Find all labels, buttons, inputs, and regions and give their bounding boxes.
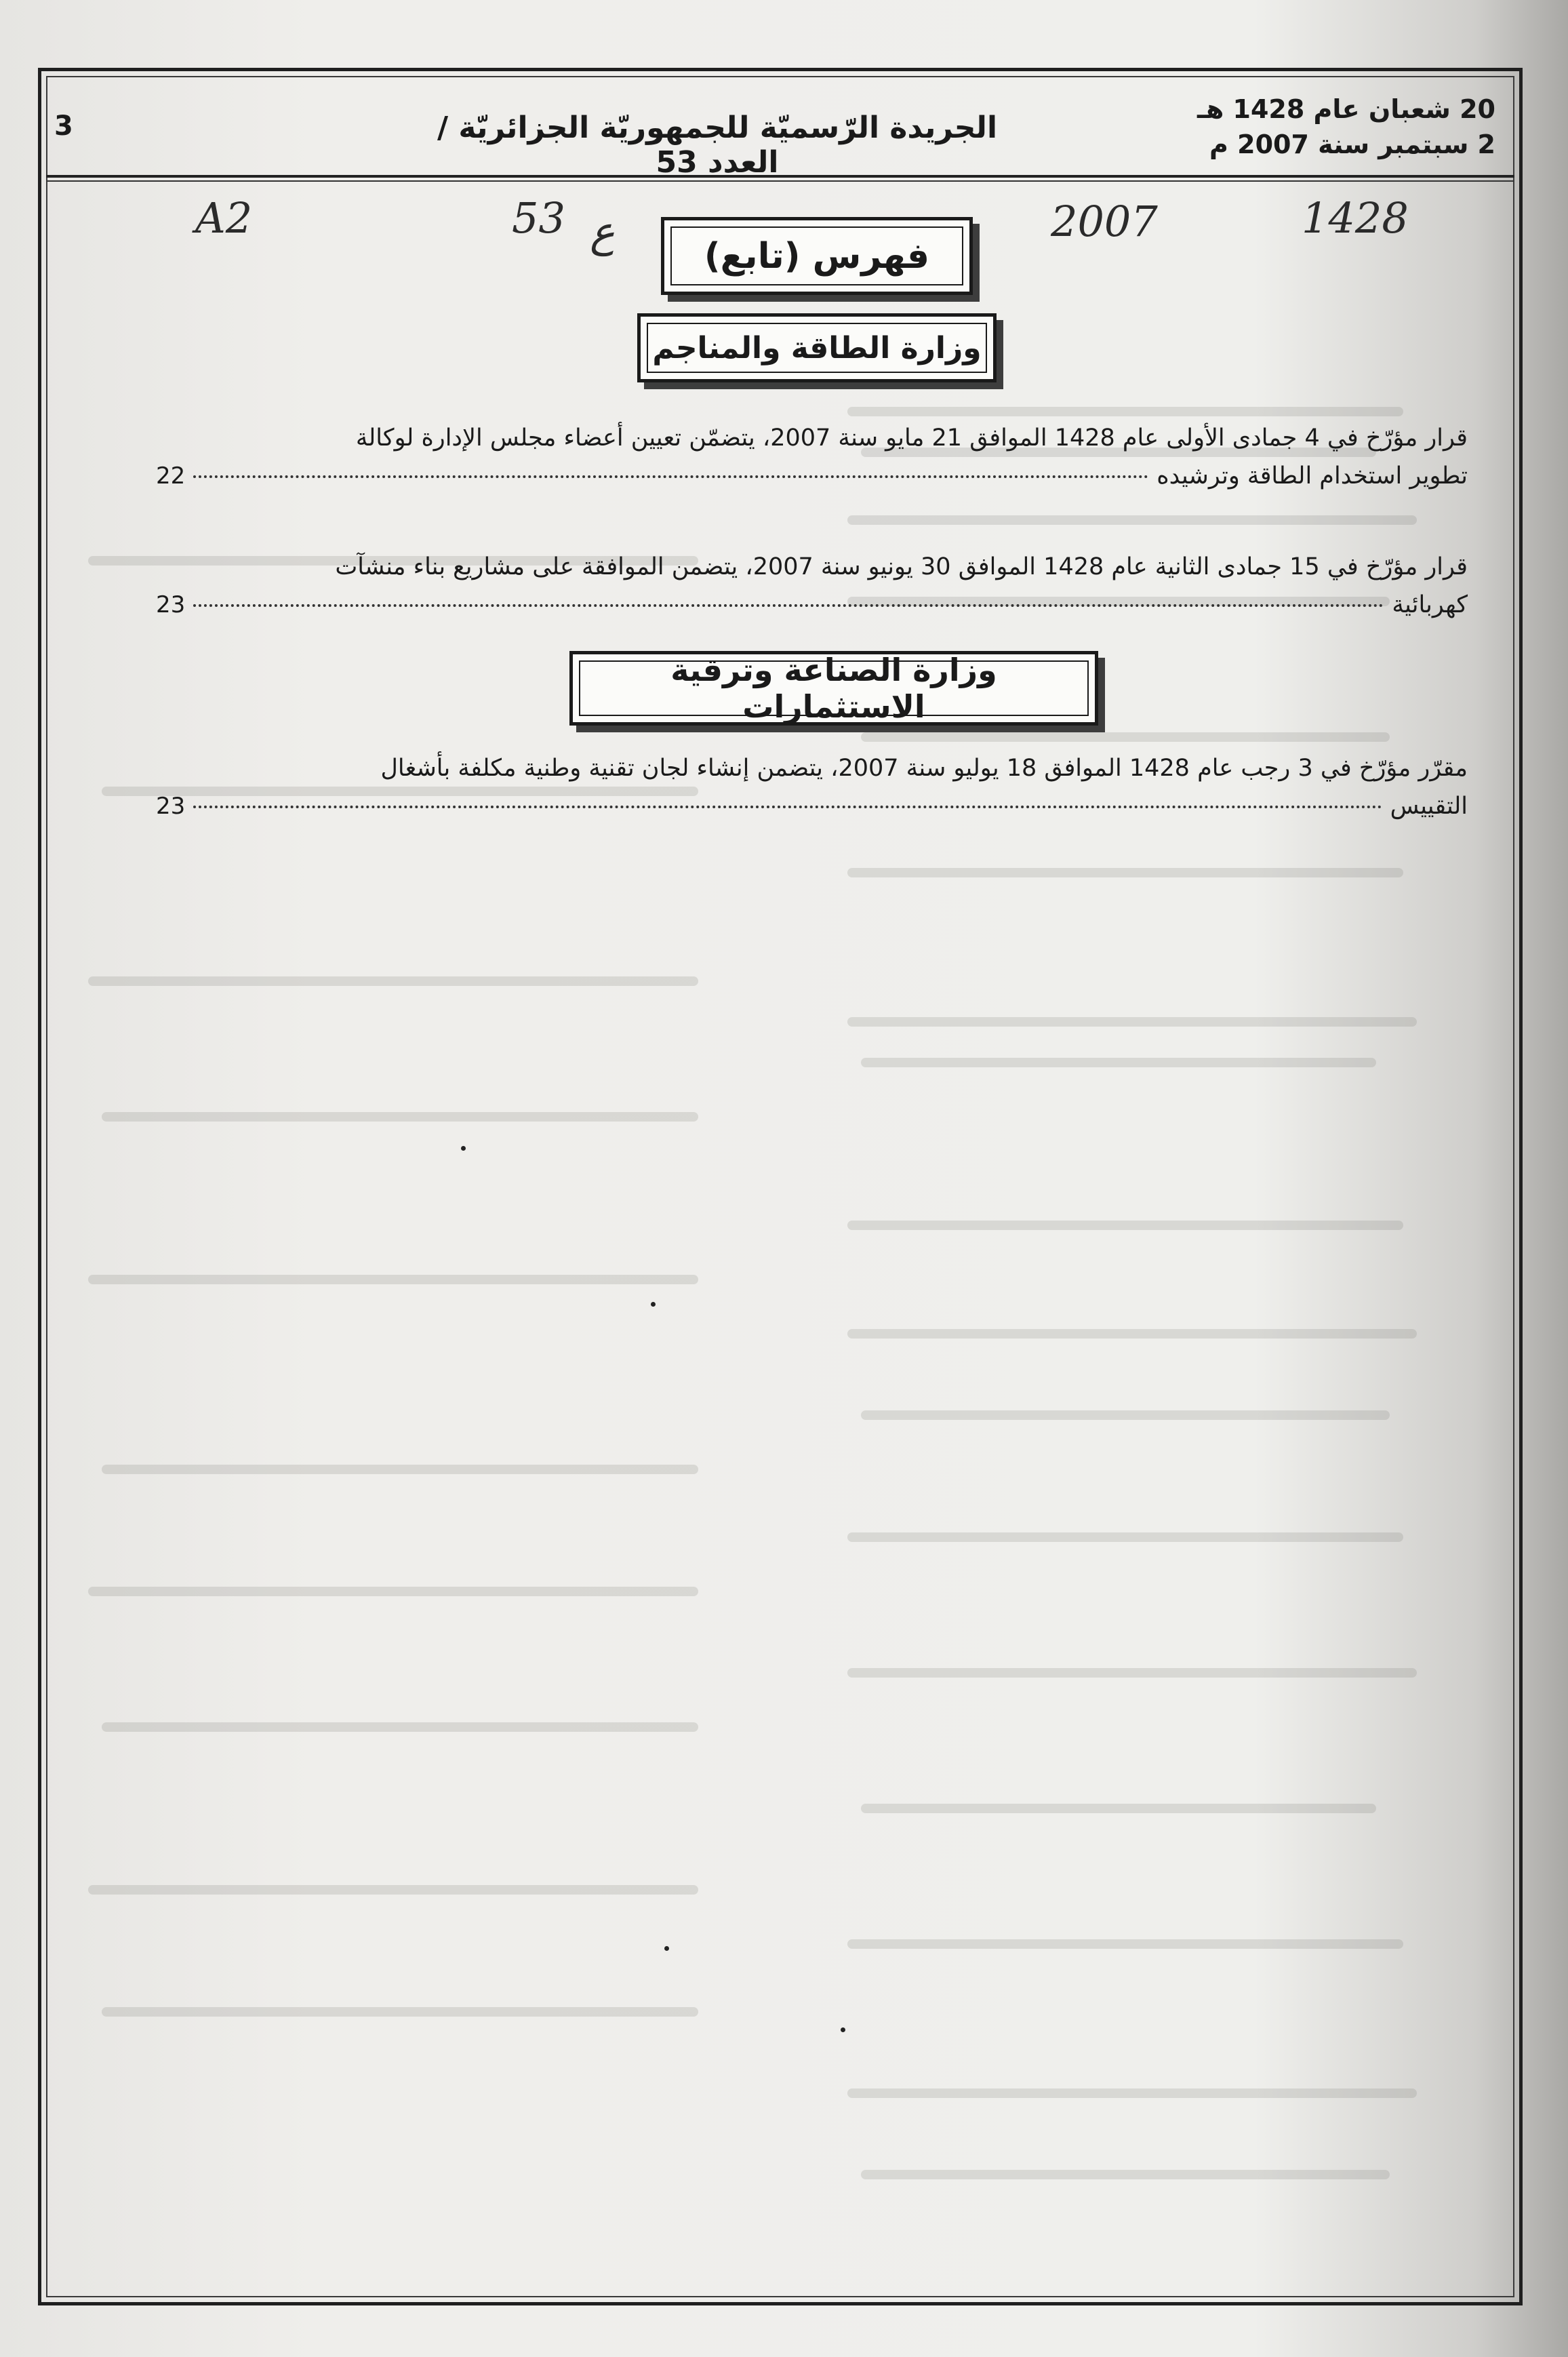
- entry-page-number: 23: [156, 793, 186, 820]
- index-title-box: [661, 217, 973, 295]
- index-entry: [156, 548, 1468, 624]
- handwritten-note-hijri-year: 1428: [1302, 193, 1409, 243]
- handwritten-note-letter: ع: [590, 207, 615, 256]
- scan-speck: [841, 2027, 845, 2032]
- journal-header: [46, 85, 1514, 180]
- handwritten-note-code: 53: [512, 193, 565, 243]
- leader-dots: [193, 604, 1384, 607]
- entry-text-cont: تطوير استخدام الطاقة وترشيده: [1157, 462, 1468, 490]
- entry-text: قرار مؤرّخ في 15 جمادى الثانية عام 1428 الموافق 30 يونيو سنة 2007، يتضمن الموافقة على مشاريع بناء منشآت: [335, 553, 1468, 580]
- ministry-box-energy: [637, 313, 997, 382]
- index-entry: [156, 749, 1468, 825]
- journal-title: الجريدة الرّسميّة للجمهوريّة الجزائريّة / العدد 53: [437, 111, 998, 180]
- header-rule-thin: [46, 180, 1514, 182]
- entry-page-number: 23: [156, 591, 186, 618]
- page-frame-inner: [46, 76, 1514, 2297]
- header-date-hijri: 20 شعبان عام 1428 هـ: [1197, 94, 1495, 124]
- header-date-gregorian: 2 سبتمبر سنة 2007 م: [1209, 130, 1495, 159]
- entry-text-cont: التقييس: [1390, 793, 1468, 820]
- entry-text: مقرّر مؤرّخ في 3 رجب عام 1428 الموافق 18 يوليو سنة 2007، يتضمن إنشاء لجان تقنية وطنية مكلفة بأشغال: [380, 755, 1468, 782]
- page-number: 3: [54, 111, 73, 142]
- leader-dots: [193, 475, 1148, 478]
- index-title: فهرس (تابع): [704, 235, 930, 277]
- ministry-box-industry: [569, 651, 1098, 726]
- scan-speck: [664, 1946, 669, 1951]
- header-date: [1197, 92, 1495, 162]
- ministry-title: وزارة الصناعة وترقية الاستثمارات: [670, 652, 997, 725]
- leader-dots: [193, 806, 1382, 808]
- entry-text: قرار مؤرّخ في 4 جمادى الأولى عام 1428 الموافق 21 مايو سنة 2007، يتضمّن تعيين أعضاء مجلس الإدارة لوكالة: [355, 424, 1468, 452]
- index-entry: [156, 419, 1468, 495]
- entry-text-cont: كهربائية: [1392, 591, 1468, 618]
- header-rule: [46, 175, 1514, 178]
- scan-speck: [651, 1302, 656, 1307]
- scan-speck: [461, 1146, 466, 1151]
- handwritten-note-year: 2007: [1051, 197, 1158, 246]
- handwritten-note-left: A2: [195, 193, 253, 243]
- ministry-title: وزارة الطاقة والمناجم: [652, 330, 982, 365]
- entry-page-number: 22: [156, 462, 186, 490]
